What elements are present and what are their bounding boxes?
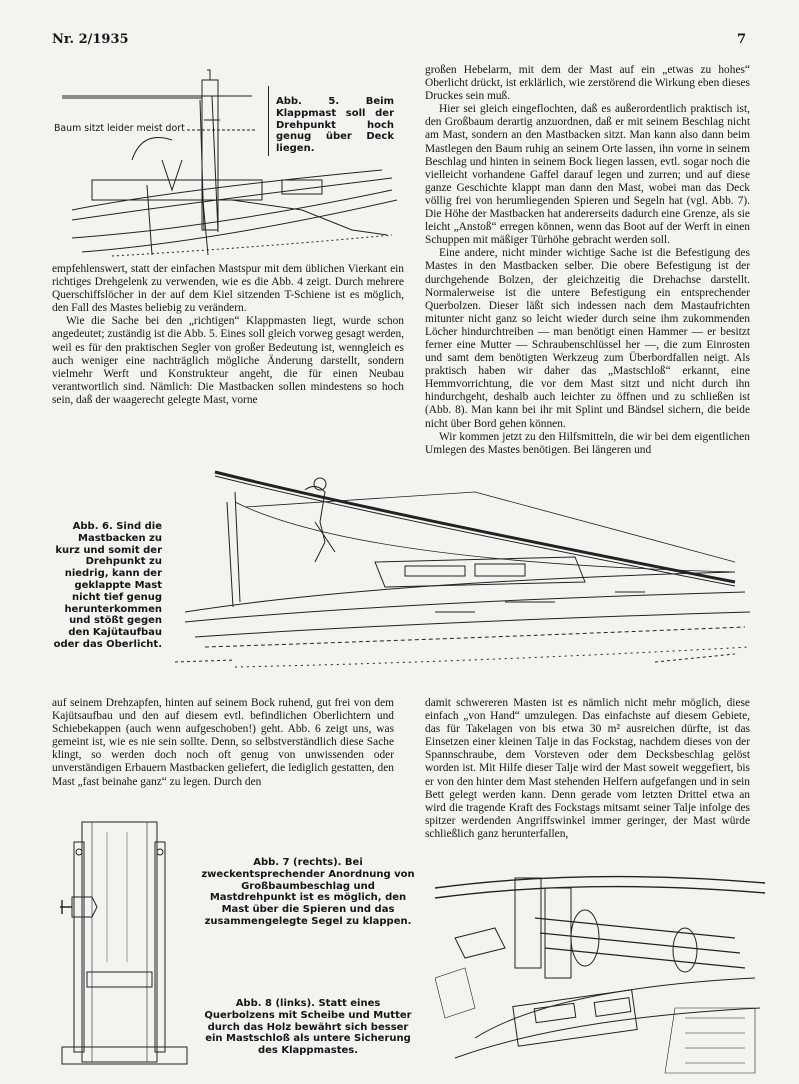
- left-column-text-1: [52, 263, 404, 407]
- figure-7-caption: Abb. 7 (rechts). Bei zweckentsprechender Anordnung von Großbaumbeschlag und Mastdrehpunkt ist es möglich, den Mast über die Spieren und das zusammengelegte Segel zu klappen.: [201, 857, 415, 927]
- left-column-text-2: [52, 697, 394, 789]
- caption-rule: [268, 86, 269, 156]
- figure-8-caption: Abb. 8 (links). Statt eines Querbolzens mit Scheibe und Mutter durch das Holz bewährt sich besser ein Mastschloß als untere Sicherung des Klappmastes.: [204, 998, 412, 1057]
- figure-6-illustration: [175, 462, 765, 682]
- figure-5-caption: Abb. 5. Beim Klappmast soll der Drehpunkt hoch genug über Deck liegen.: [276, 96, 394, 155]
- paragraph: großen Hebelarm, mit dem der Mast auf ein „etwas zu hohes“ Oberlicht drückt, ist erklärlich, wie zerstörend die Wirkung eben dieses Druckes sein muß.: [425, 64, 750, 103]
- figure-5-label: Baum sitzt leider meist dort: [54, 123, 185, 134]
- figure-7-illustration: [435, 858, 765, 1078]
- paragraph: Wir kommen jetzt zu den Hilfsmitteln, die wir bei dem eigentlichen Umlegen des Mastes benötigen. Bei längeren und: [425, 430, 750, 456]
- paragraph: Hier sei gleich eingeflochten, daß es außerordentlich praktisch ist, den Großbaum derartig anzuordnen, daß er mit seinem Beschlag nicht am Mast, sondern an den Mastbacken sitzt. Man kann also dann beim Mastlegen den Baum ruhig an seinem Orte lassen, ihn vorne in seinem Beschlag und hinten in seinem Bock liegen lassen, evtl. sogar noch die vielleicht vorhandene Gaffel darauf legen und zurren; und auf diese ganze Geschichte klappt man dann den Mast, wobei man das Deck völlig frei von herumliegenden Spieren und Segeln hat (vgl. Abb. 7). Die Höhe der Mastbacken hat andererseits dadurch eine Grenze, als sie leicht „Anstoß“ erregen können, wenn das Boot auf der Werft in einen Schuppen mit mäßiger Türhöhe gebracht werden soll.: [425, 103, 750, 247]
- issue-number: Nr. 2/1935: [52, 32, 129, 47]
- right-column-text-2: [425, 697, 750, 841]
- figure-5-illustration: [52, 60, 404, 260]
- figure-8: [52, 812, 197, 1067]
- paragraph: Eine andere, nicht minder wichtige Sache ist die Befestigung des Mastes in den Mastbacken selber. Die obere Befestigung ist der durchgehende Bolzen, der gleichzeitig die Drehachse darstellt. Normalerweise ist die untere Befestigung ein entsprechender Querbolzen. Dieser läßt sich indessen nach dem Mastaufrichten mitunter nicht ganz so leicht wieder durch seine ihm zukommenden Löcher hindurchtreiben — man benötigt einen Hammer — er besitzt ferner eine Mutter — Schraubenschlüssel her —, die zum Einrosten und samt dem benötigten Werkzeug zum Überbordfallen neigt. Als praktisch haben wir daher das „Mastschloß“ erkannt, eine Hemmvorrichtung, die vor dem Mast sitzt und nicht durch ihn hindurchgeht, deshalb auch leichter zu öffnen und zu schließen ist (Abb. 8). Man kann bei ihr mit Splint und Bändsel sichern, die beide nicht über Bord gehen können.: [425, 247, 750, 430]
- paragraph: damit schwereren Masten ist es nämlich nicht mehr möglich, diese einfach „von Hand“ umzulegen. Das einfachste auf diesem Gebiete, das für Takelagen von bis etwa 30 m² ausreichen dürfte, ist das Einsetzen einer kleinen Talje in das Fockstag, nachdem dieses von der Spannschraube, dem Vorsteven oder dem Decksbeschlag gelöst worden ist. Mit Hilfe dieser Talje wird der Mast soweit weggefiert, bis er von den hinter dem Mast stehenden Helfern aufgefangen und in sein Bett gelegt werden kann. Denn gerade vom letzten Drittel etwa an wird die tragende Kraft des Fockstags mitsamt seiner Talje infolge des spitzer werdenden Angriffswinkel immer geringer, der Mast würde schließlich ganz herunterfallen,: [425, 697, 750, 840]
- figure-6: [175, 462, 765, 682]
- right-column-text-1: [425, 64, 750, 457]
- paragraph: auf seinem Drehzapfen, hinten auf seinem Bock ruhend, gut frei von dem Kajütsaufbau und den auf diesem evtl. befindlichen Oberlichtern und Schiebekappen (auch wenn aufgeschoben!) geht. Abb. 6 zeigt uns, was gemeint ist, wie es nie sein sollte. Denn, so selbstverständlich diese Sache klingt, so werden doch noch oft genug von unwissenden oder unverständigen Erbauern Mastbacken geliefert, die lediglich gestatten, den Mast „fast beinahe ganz“ zu legen. Durch den: [52, 697, 394, 788]
- figure-5: [52, 60, 404, 260]
- paragraph: empfehlenswert, statt der einfachen Mastspur mit dem üblichen Vierkant ein richtiges Drehgelenk zu verwenden, wie es die Abb. 4 zeigt. Durch mehrere Querschiffslöcher in der auf dem Kiel sitzenden T-Schiene ist es möglich, den Fall des Mastes beliebig zu verändern.: [52, 263, 404, 315]
- paragraph: Wie die Sache bei den „richtigen“ Klappmasten liegt, wurde schon angedeutet; zuständig ist die Abb. 5. Eines soll gleich vorweg gesagt werden, weil es für den praktischen Segler von großer Bedeutung ist, wenngleich es auch weniger eine nachträglich mögliche Änderung darstellt, sondern vielmehr Werft und Konstrukteur angeht, die für einen Neubau verantwortlich sind. Nämlich: Die Mastbacken sollen mindestens so hoch sein, daß der waagerecht gelegte Mast, vorne: [52, 315, 404, 406]
- figure-7: [435, 858, 765, 1078]
- figure-6-caption: Abb. 6. Sind die Mastbacken zu kurz und somit der Drehpunkt zu niedrig, kann der geklappte Mast nicht tief genug herunterkommen und stößt gegen den Kajütaufbau oder das Oberlicht.: [53, 521, 162, 650]
- figure-8-illustration: [52, 812, 197, 1067]
- page-number: 7: [737, 32, 747, 47]
